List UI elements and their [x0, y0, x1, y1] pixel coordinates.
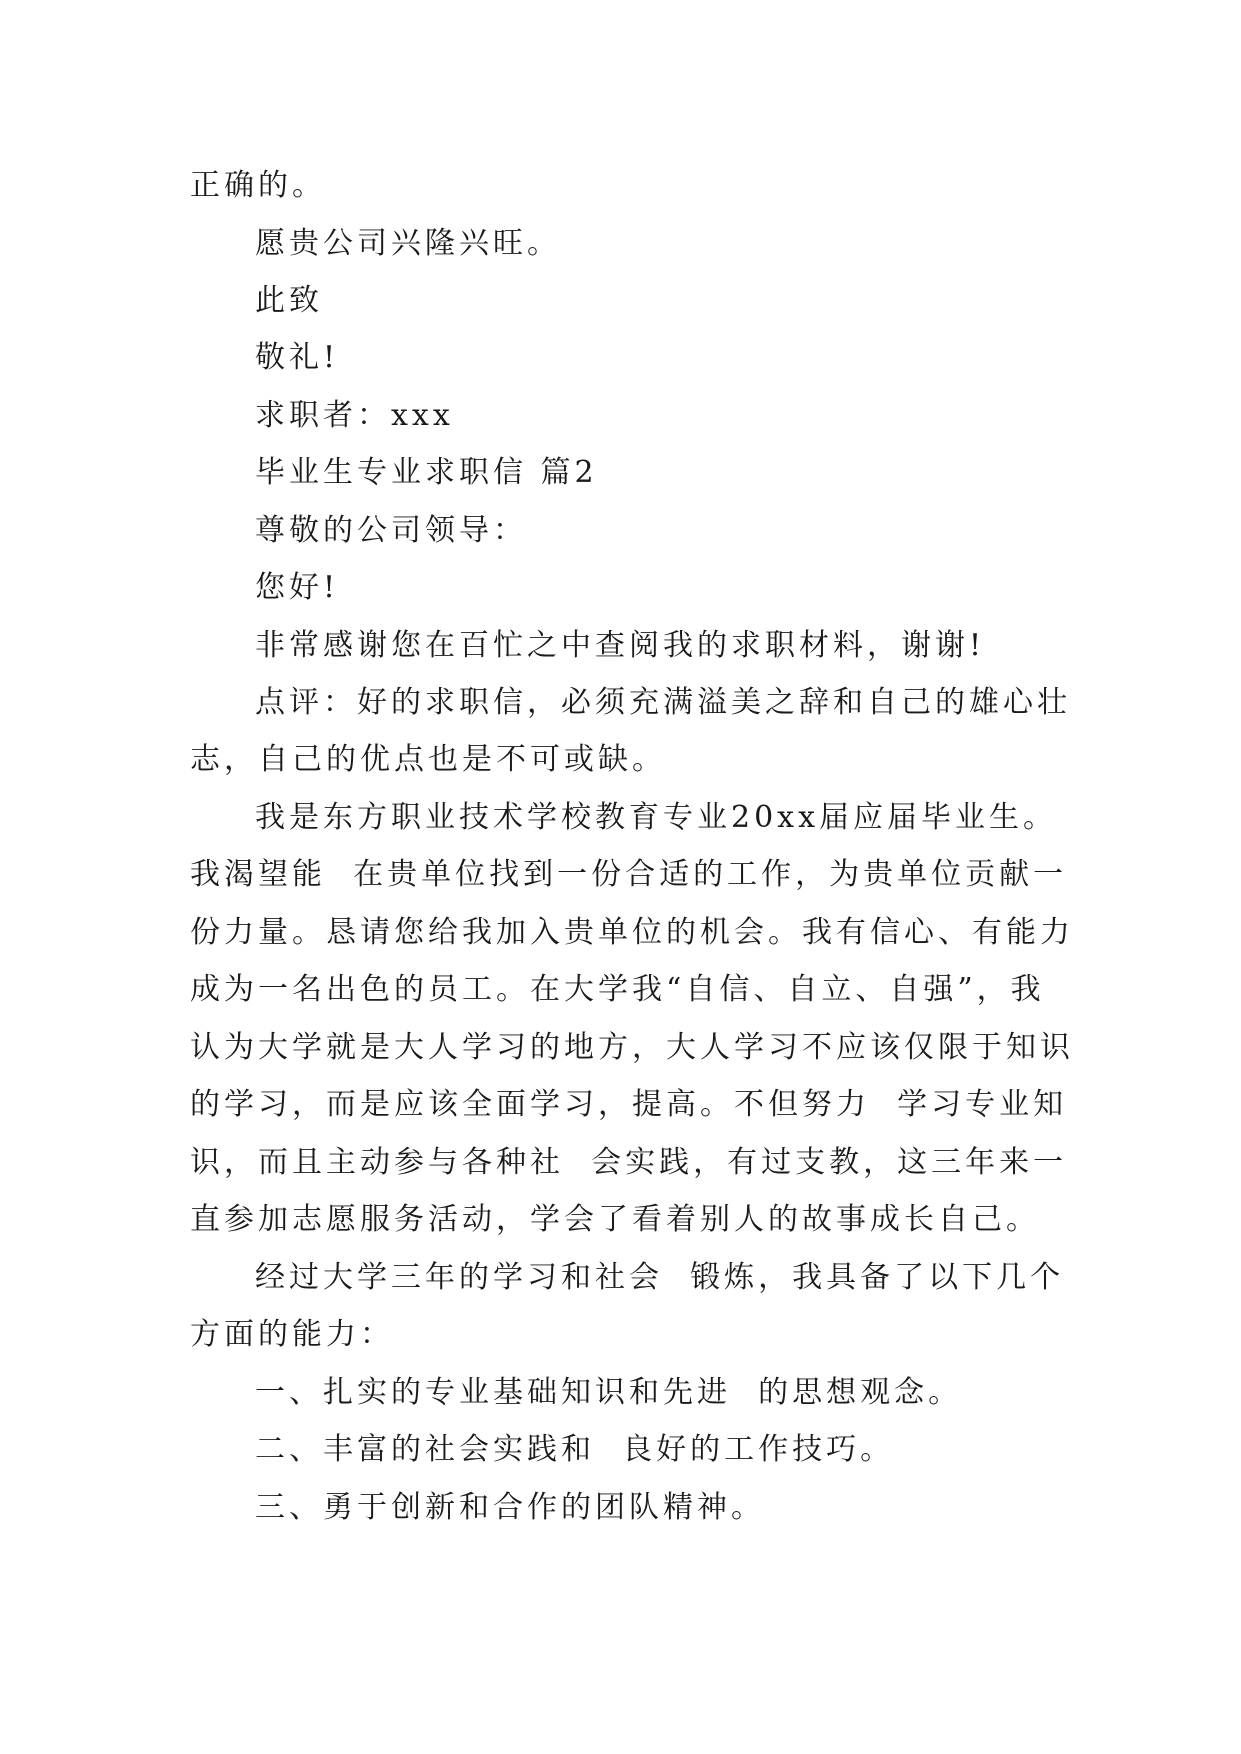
- section-heading: 毕业生专业求职信 篇2: [255, 455, 598, 490]
- list-item: 一、扎实的专业基础知识和先进 的思想观念。: [255, 1375, 963, 1410]
- paragraph-line: 成为一名出色的员工。在大学我“自信、自立、自强”，我: [190, 972, 1045, 1007]
- paragraph-line: 识，而且主动参与各种社 会实践，有过支教，这三年来一: [190, 1145, 1068, 1180]
- paragraph-line: 直参加志愿服务活动，学会了看着别人的故事成长自己。: [190, 1202, 1040, 1237]
- paragraph-line: 我是东方职业技术学校教育专业20xx届应届毕业生。: [255, 800, 1058, 835]
- list-item: 三、勇于创新和合作的团队精神。: [255, 1490, 765, 1525]
- letter-greeting: 尊敬的公司领导：: [255, 513, 527, 548]
- signature-line: 求职者：xxx: [255, 398, 454, 433]
- paragraph-line: 经过大学三年的学习和社会 锻炼，我具备了以下几个: [255, 1260, 1065, 1295]
- closing-wish: 愿贵公司兴隆兴旺。: [255, 226, 561, 261]
- paragraph-line: 我渴望能 在贵单位找到一份合适的工作，为贵单位贡献一: [190, 857, 1068, 892]
- paragraph-line: 的学习，而是应该全面学习，提高。不但努力 学习专业知: [190, 1087, 1068, 1122]
- paragraph-line: 志，自己的优点也是不可或缺。: [190, 742, 666, 777]
- paragraph-line: 份力量。恳请您给我加入贵单位的机会。我有信心、有能力: [190, 915, 1074, 950]
- paragraph-line: 点评：好的求职信，必须充满溢美之辞和自己的雄心壮: [255, 685, 1071, 720]
- salutation-respect: 敬礼!: [255, 340, 340, 375]
- salutation-closing: 此致: [255, 283, 323, 318]
- paragraph-line: 认为大学就是大人学习的地方，大人学习不应该仅限于知识: [190, 1030, 1074, 1065]
- paragraph-line: 方面的能力：: [190, 1317, 394, 1352]
- text-line: 正确的。: [190, 168, 326, 203]
- list-item: 二、丰富的社会实践和 良好的工作技巧。: [255, 1432, 895, 1467]
- paragraph-line: 非常感谢您在百忙之中查阅我的求职材料，谢谢!: [255, 628, 986, 663]
- letter-hello: 您好!: [255, 570, 340, 605]
